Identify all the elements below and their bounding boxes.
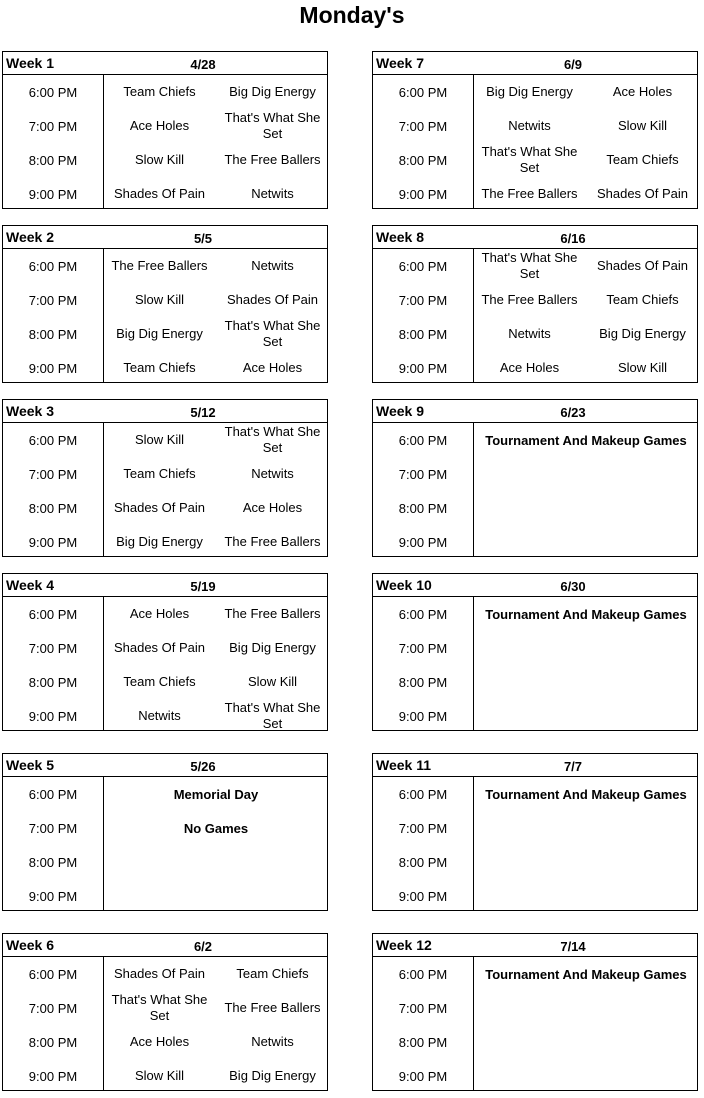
team-home: Slow Kill xyxy=(134,432,185,447)
game-time: 9:00 PM xyxy=(398,360,448,376)
game-time: 7:00 PM xyxy=(28,292,78,308)
game-time: 6:00 PM xyxy=(28,258,78,274)
team-away: The Free Ballers xyxy=(224,606,321,621)
game-row xyxy=(3,699,327,733)
team-home: Netwits xyxy=(508,326,551,341)
game-row xyxy=(3,317,327,351)
week-date: 6/16 xyxy=(560,231,586,246)
team-away: The Free Ballers xyxy=(224,534,321,549)
team-away: That's What She Set xyxy=(224,700,321,731)
schedule-note: Tournament And Makeup Games xyxy=(485,606,687,622)
game-time: 9:00 PM xyxy=(28,360,78,376)
team-home: Ace Holes xyxy=(129,118,190,133)
game-row xyxy=(3,665,327,699)
game-time: 8:00 PM xyxy=(398,854,448,870)
game-time: 6:00 PM xyxy=(398,84,448,100)
schedule-note: Tournament And Makeup Games xyxy=(485,432,687,448)
game-row xyxy=(373,317,697,351)
game-row xyxy=(3,879,327,913)
team-home: Big Dig Energy xyxy=(486,84,573,99)
game-row xyxy=(3,109,327,143)
game-row xyxy=(373,699,697,733)
game-time: 8:00 PM xyxy=(28,500,78,516)
team-home: Shades Of Pain xyxy=(113,640,206,655)
game-row xyxy=(3,351,327,385)
game-time: 6:00 PM xyxy=(398,786,448,802)
week-label: Week 12 xyxy=(376,937,432,953)
game-time: 9:00 PM xyxy=(398,708,448,724)
game-time: 8:00 PM xyxy=(398,326,448,342)
week-label: Week 4 xyxy=(6,577,54,593)
game-row xyxy=(3,597,327,631)
team-away: The Free Ballers xyxy=(224,1000,321,1015)
week-header xyxy=(3,226,327,249)
week-header xyxy=(3,400,327,423)
week-box xyxy=(2,51,328,209)
game-time: 8:00 PM xyxy=(28,854,78,870)
week-label: Week 8 xyxy=(376,229,424,245)
week-label: Week 2 xyxy=(6,229,54,245)
game-row xyxy=(3,423,327,457)
week-header xyxy=(373,754,697,777)
week-label: Week 1 xyxy=(6,55,54,71)
team-home: Shades Of Pain xyxy=(113,186,206,201)
week-header xyxy=(3,754,327,777)
team-away: Netwits xyxy=(251,466,294,481)
week-header xyxy=(373,400,697,423)
game-row xyxy=(373,457,697,491)
team-home: Shades Of Pain xyxy=(113,500,206,515)
team-away: That's What She Set xyxy=(224,110,321,141)
schedule-note: Tournament And Makeup Games xyxy=(485,966,687,982)
week-header xyxy=(373,574,697,597)
week-box xyxy=(372,573,698,731)
schedule-note: Memorial Day xyxy=(173,786,259,802)
game-time: 8:00 PM xyxy=(398,1034,448,1050)
game-row xyxy=(3,525,327,559)
team-away: Netwits xyxy=(251,186,294,201)
game-row xyxy=(3,631,327,665)
game-row xyxy=(373,777,697,811)
team-away: Slow Kill xyxy=(617,360,668,375)
game-row xyxy=(3,1025,327,1059)
game-row xyxy=(373,991,697,1025)
week-box xyxy=(372,399,698,557)
week-box xyxy=(2,933,328,1091)
game-time: 6:00 PM xyxy=(28,432,78,448)
team-home: Netwits xyxy=(508,118,551,133)
game-time: 9:00 PM xyxy=(28,888,78,904)
game-time: 6:00 PM xyxy=(398,258,448,274)
game-row xyxy=(373,351,697,385)
game-row xyxy=(3,957,327,991)
week-label: Week 10 xyxy=(376,577,432,593)
team-home: That's What She Set xyxy=(111,992,208,1023)
game-time: 8:00 PM xyxy=(398,674,448,690)
game-time: 9:00 PM xyxy=(398,534,448,550)
game-time: 7:00 PM xyxy=(28,118,78,134)
game-row xyxy=(373,879,697,913)
game-row xyxy=(373,631,697,665)
game-row xyxy=(373,1059,697,1093)
game-time: 6:00 PM xyxy=(28,786,78,802)
game-time: 9:00 PM xyxy=(28,534,78,550)
team-home: Team Chiefs xyxy=(123,84,196,99)
game-row xyxy=(373,491,697,525)
week-label: Week 11 xyxy=(376,757,432,773)
team-away: The Free Ballers xyxy=(224,152,321,167)
week-box xyxy=(372,753,698,911)
game-row xyxy=(373,597,697,631)
game-row xyxy=(373,143,697,177)
game-time: 7:00 PM xyxy=(28,1000,78,1016)
game-time: 6:00 PM xyxy=(398,606,448,622)
week-header xyxy=(3,934,327,957)
page-title: Monday's xyxy=(299,2,405,28)
game-time: 7:00 PM xyxy=(28,466,78,482)
game-row xyxy=(373,811,697,845)
game-time: 7:00 PM xyxy=(28,640,78,656)
game-row xyxy=(3,777,327,811)
week-label: Week 6 xyxy=(6,937,54,953)
game-time: 7:00 PM xyxy=(398,820,448,836)
week-header xyxy=(373,52,697,75)
team-away: Big Dig Energy xyxy=(229,640,316,655)
game-time: 8:00 PM xyxy=(28,152,78,168)
game-row xyxy=(373,525,697,559)
team-away: That's What She Set xyxy=(224,424,321,455)
team-away: Shades Of Pain xyxy=(596,186,689,201)
game-time: 7:00 PM xyxy=(28,820,78,836)
week-date: 6/23 xyxy=(560,405,586,420)
team-home: Slow Kill xyxy=(134,1068,185,1083)
game-time: 7:00 PM xyxy=(398,118,448,134)
team-away: Team Chiefs xyxy=(236,966,309,981)
team-away: Ace Holes xyxy=(242,500,303,515)
week-date: 5/19 xyxy=(190,579,216,594)
game-row xyxy=(373,283,697,317)
game-time: 7:00 PM xyxy=(398,292,448,308)
team-away: That's What She Set xyxy=(224,318,321,349)
week-header xyxy=(3,574,327,597)
team-away: Netwits xyxy=(251,1034,294,1049)
week-date: 5/12 xyxy=(190,405,216,420)
game-time: 8:00 PM xyxy=(28,674,78,690)
game-time: 6:00 PM xyxy=(398,432,448,448)
week-header xyxy=(3,52,327,75)
game-time: 8:00 PM xyxy=(28,1034,78,1050)
game-row xyxy=(373,75,697,109)
game-row xyxy=(3,283,327,317)
week-box xyxy=(2,573,328,731)
team-away: Slow Kill xyxy=(247,674,298,689)
week-date: 7/7 xyxy=(563,759,583,774)
team-home: Shades Of Pain xyxy=(113,966,206,981)
team-home: Netwits xyxy=(138,708,181,723)
team-away: Shades Of Pain xyxy=(596,258,689,273)
game-time: 9:00 PM xyxy=(28,186,78,202)
game-time: 8:00 PM xyxy=(28,326,78,342)
game-time: 6:00 PM xyxy=(398,966,448,982)
team-home: Slow Kill xyxy=(134,292,185,307)
game-row xyxy=(3,143,327,177)
week-label: Week 9 xyxy=(376,403,424,419)
game-row xyxy=(373,1025,697,1059)
team-away: Big Dig Energy xyxy=(229,84,316,99)
team-away: Shades Of Pain xyxy=(226,292,319,307)
game-row xyxy=(3,991,327,1025)
game-time: 7:00 PM xyxy=(398,1000,448,1016)
week-header xyxy=(373,934,697,957)
week-box xyxy=(2,753,328,911)
week-box xyxy=(2,225,328,383)
week-label: Week 5 xyxy=(6,757,54,773)
game-time: 6:00 PM xyxy=(28,966,78,982)
game-row xyxy=(373,177,697,211)
team-home: Ace Holes xyxy=(129,606,190,621)
game-row xyxy=(3,491,327,525)
week-date: 6/9 xyxy=(563,57,583,72)
game-row xyxy=(3,457,327,491)
week-date: 6/2 xyxy=(193,939,213,954)
game-row xyxy=(373,249,697,283)
team-home: Team Chiefs xyxy=(123,466,196,481)
team-away: Ace Holes xyxy=(612,84,673,99)
team-away: Big Dig Energy xyxy=(599,326,686,341)
week-date: 4/28 xyxy=(190,57,216,72)
team-home: Ace Holes xyxy=(129,1034,190,1049)
game-time: 6:00 PM xyxy=(28,606,78,622)
game-time: 9:00 PM xyxy=(398,888,448,904)
team-home: That's What She Set xyxy=(481,250,578,281)
team-away: Team Chiefs xyxy=(606,292,679,307)
team-home: Team Chiefs xyxy=(123,674,196,689)
team-home: The Free Ballers xyxy=(111,258,208,273)
game-time: 7:00 PM xyxy=(398,640,448,656)
team-home: Team Chiefs xyxy=(123,360,196,375)
game-row xyxy=(3,845,327,879)
game-time: 9:00 PM xyxy=(398,1068,448,1084)
week-label: Week 7 xyxy=(376,55,424,71)
schedule-note: No Games xyxy=(183,820,249,836)
game-time: 8:00 PM xyxy=(398,500,448,516)
game-row xyxy=(373,109,697,143)
game-time: 9:00 PM xyxy=(398,186,448,202)
week-box xyxy=(372,933,698,1091)
game-time: 9:00 PM xyxy=(28,708,78,724)
week-box xyxy=(372,51,698,209)
game-time: 6:00 PM xyxy=(28,84,78,100)
team-home: Big Dig Energy xyxy=(116,534,203,549)
game-row xyxy=(373,845,697,879)
game-row xyxy=(373,957,697,991)
schedule-note: Tournament And Makeup Games xyxy=(485,786,687,802)
team-home: That's What She Set xyxy=(481,144,578,175)
team-home: The Free Ballers xyxy=(481,186,578,201)
game-time: 8:00 PM xyxy=(398,152,448,168)
week-date: 6/30 xyxy=(560,579,586,594)
team-home: Ace Holes xyxy=(499,360,560,375)
team-home: Big Dig Energy xyxy=(116,326,203,341)
week-box xyxy=(2,399,328,557)
game-row xyxy=(3,249,327,283)
week-date: 5/5 xyxy=(193,231,213,246)
game-row xyxy=(3,1059,327,1093)
team-home: The Free Ballers xyxy=(481,292,578,307)
game-row xyxy=(3,177,327,211)
team-away: Team Chiefs xyxy=(606,152,679,167)
team-home: Slow Kill xyxy=(134,152,185,167)
game-time: 7:00 PM xyxy=(398,466,448,482)
week-label: Week 3 xyxy=(6,403,54,419)
week-date: 7/14 xyxy=(560,939,586,954)
game-row xyxy=(373,665,697,699)
team-away: Ace Holes xyxy=(242,360,303,375)
week-box xyxy=(372,225,698,383)
week-date: 5/26 xyxy=(190,759,216,774)
game-row xyxy=(3,811,327,845)
week-header xyxy=(373,226,697,249)
game-time: 9:00 PM xyxy=(28,1068,78,1084)
game-row xyxy=(373,423,697,457)
team-away: Netwits xyxy=(251,258,294,273)
game-row xyxy=(3,75,327,109)
team-away: Big Dig Energy xyxy=(229,1068,316,1083)
team-away: Slow Kill xyxy=(617,118,668,133)
